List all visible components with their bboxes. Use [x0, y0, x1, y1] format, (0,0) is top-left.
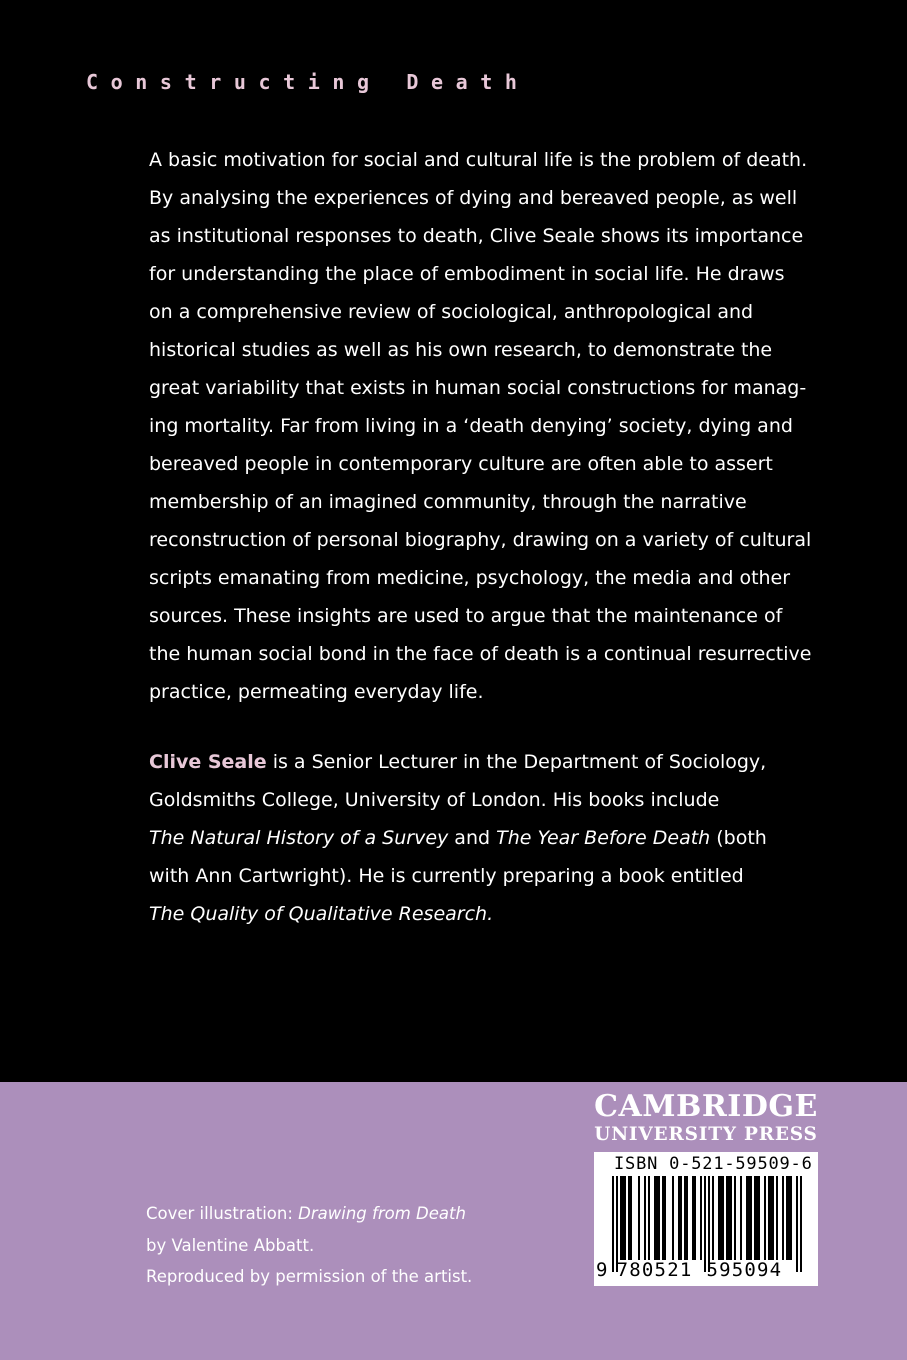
blurb-line: practice, permeating everyday life. [149, 681, 484, 703]
barcode-bar [680, 1176, 682, 1260]
barcode-bar [662, 1176, 664, 1260]
barcode-bar [730, 1176, 732, 1260]
barcode-bar [672, 1176, 674, 1260]
author-name: Clive Seale [149, 751, 267, 773]
barcode-bar [620, 1176, 622, 1260]
blurb-line: bereaved people in contemporary culture are often able to assert [149, 453, 773, 475]
author-bio [149, 743, 779, 933]
blurb-line: ing mortality. Far from living in a ‘death denying’ society, dying and [149, 415, 793, 437]
blurb [149, 141, 812, 711]
ean-digits [596, 1259, 816, 1281]
blurb-line: membership of an imagined community, through the narrative [149, 491, 747, 513]
book-title: The Quality of Qualitative Research. [149, 903, 494, 925]
barcode-bar [768, 1176, 770, 1260]
barcode-bar [612, 1176, 614, 1272]
credit-line: by Valentine Abbatt. [146, 1235, 315, 1255]
barcode-bar [658, 1176, 660, 1260]
barcode-bar [722, 1176, 724, 1260]
barcode [594, 1152, 818, 1286]
bio-text: (both [710, 827, 767, 849]
barcode-bar [782, 1176, 784, 1260]
bio-text: and [448, 827, 497, 849]
barcode-bar [746, 1176, 748, 1260]
publisher-subname: UNIVERSITY PRESS [594, 1124, 818, 1145]
barcode-bar [684, 1176, 686, 1260]
barcode-bar [694, 1176, 696, 1260]
barcode-bar [720, 1176, 722, 1260]
blurb-line: scripts emanating from medicine, psychology, the media and other [149, 567, 791, 589]
barcode-bar [622, 1176, 624, 1260]
barcode-bar [718, 1176, 720, 1260]
barcode-bar [748, 1176, 750, 1260]
blurb-line: historical studies as well as his own research, to demonstrate the [149, 339, 773, 361]
barcode-bar [800, 1176, 802, 1272]
blurb-line: the human social bond in the face of death is a continual resurrective [149, 643, 812, 665]
barcode-bar [750, 1176, 752, 1260]
cover-credit [146, 1198, 566, 1293]
barcode-bar [790, 1176, 792, 1260]
barcode-bar [734, 1176, 736, 1260]
barcode-bar [700, 1176, 702, 1260]
bio-line [149, 895, 779, 933]
barcode-bar [728, 1176, 730, 1260]
credit-line [146, 1198, 566, 1230]
blurb-line: great variability that exists in human social constructions for manag- [149, 377, 807, 399]
credit-prefix: Cover illustration: [146, 1204, 299, 1223]
barcode-bar [758, 1176, 760, 1260]
barcode-bar [624, 1176, 626, 1260]
publisher-logo [586, 1090, 826, 1146]
barcode-bar [770, 1176, 772, 1260]
barcode-bar [776, 1176, 778, 1260]
barcode-bar [788, 1176, 790, 1260]
barcode-bar [628, 1176, 630, 1260]
bio-line [149, 743, 779, 781]
blurb-line: sources. These insights are used to argue that the maintenance of [149, 605, 783, 627]
barcode-bar [644, 1176, 646, 1260]
barcode-bar [616, 1176, 618, 1272]
barcode-bar [740, 1176, 742, 1260]
blurb-line: for understanding the place of embodiment in social life. He draws [149, 263, 785, 285]
barcode-bar [686, 1176, 688, 1260]
barcode-bar [656, 1176, 658, 1260]
credit-line: Reproduced by permission of the artist. [146, 1267, 473, 1286]
blurb-line: on a comprehensive review of sociological, anthropological and [149, 301, 754, 323]
series-title: Constructing Death [86, 70, 530, 94]
barcode-bar [654, 1176, 656, 1260]
barcode-bar [754, 1176, 756, 1260]
artwork-title: Drawing from Death [298, 1204, 466, 1223]
barcode-bar [704, 1176, 706, 1272]
blurb-line: By analysing the experiences of dying and bereaved people, as well [149, 187, 798, 209]
isbn-label: ISBN 0-521-59509-6 [614, 1154, 813, 1174]
bio-line: with Ann Cartwright). He is currently preparing a book entitled [149, 865, 744, 887]
ean-left-group: 780521 [616, 1259, 693, 1281]
barcode-bar [692, 1176, 694, 1260]
barcode-bar [796, 1176, 798, 1272]
barcode-bar [708, 1176, 710, 1272]
ean-right-group: 595094 [706, 1259, 783, 1281]
blurb-line: A basic motivation for social and cultural life is the problem of death. [149, 149, 808, 171]
barcode-bar [664, 1176, 666, 1260]
blurb-line: reconstruction of personal biography, drawing on a variety of cultural [149, 529, 812, 551]
barcode-bar [678, 1176, 680, 1260]
barcode-bar [648, 1176, 650, 1260]
barcode-bar [638, 1176, 640, 1260]
barcode-bar [630, 1176, 632, 1260]
book-title: The Natural History of a Survey [149, 827, 449, 849]
bio-line: Goldsmiths College, University of London. His books include [149, 789, 720, 811]
barcode-bar [726, 1176, 728, 1260]
barcode-bar [764, 1176, 766, 1260]
barcode-bar [772, 1176, 774, 1260]
book-title: The Year Before Death [496, 827, 711, 849]
publisher-name: CAMBRIDGE [594, 1089, 818, 1124]
bio-text: is a Senior Lecturer in the Department of Sociology, [266, 751, 767, 773]
barcode-bar [712, 1176, 714, 1260]
blurb-line: as institutional responses to death, Clive Seale shows its importance [149, 225, 804, 247]
ean-first-digit: 9 [596, 1259, 609, 1281]
barcode-bar [786, 1176, 788, 1260]
bio-line [149, 819, 779, 857]
barcode-bar [756, 1176, 758, 1260]
